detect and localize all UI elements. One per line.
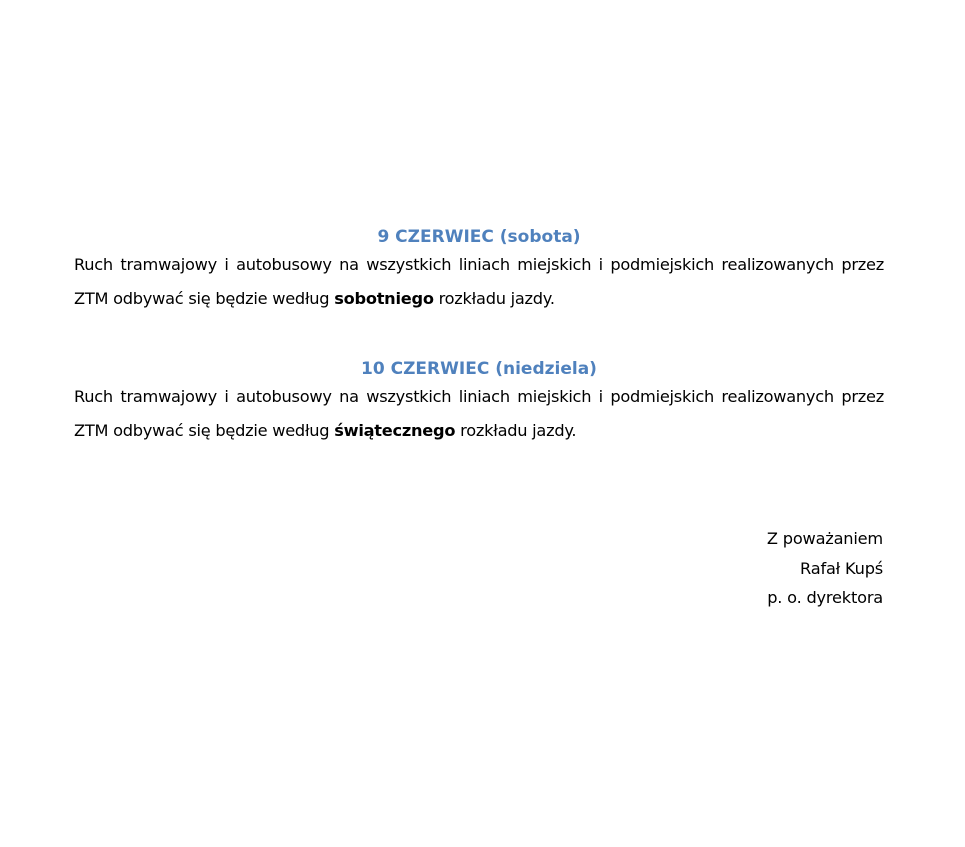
body-text-after: rozkładu jazdy.: [455, 421, 577, 440]
announcement-saturday: [74, 226, 884, 316]
schedule-type-bold: świątecznego: [334, 421, 456, 440]
section-heading: 9 CZERWIEC (sobota): [377, 227, 581, 247]
body-text-after: rozkładu jazdy.: [433, 289, 555, 308]
signature-block: [767, 524, 883, 613]
signature-name: Rafał Kupś: [800, 558, 883, 578]
schedule-type-bold: sobotniego: [334, 289, 434, 308]
signature-title: p. o. dyrektora: [767, 588, 883, 607]
body-text-before: Ruch tramwajowy i autobusowy na wszystkich liniach miejskich i podmiejskich realizowanych przez ZTM odbywać się będzie według: [74, 255, 884, 308]
section-body: [74, 248, 884, 316]
signature-closing: Z poważaniem: [766, 529, 883, 548]
section-heading: 10 CZERWIEC (niedziela): [361, 359, 597, 379]
announcement-sunday: [74, 358, 884, 448]
section-body: [74, 380, 884, 448]
body-text-before: Ruch tramwajowy i autobusowy na wszystkich liniach miejskich i podmiejskich realizowanych przez ZTM odbywać się będzie według: [74, 387, 884, 440]
